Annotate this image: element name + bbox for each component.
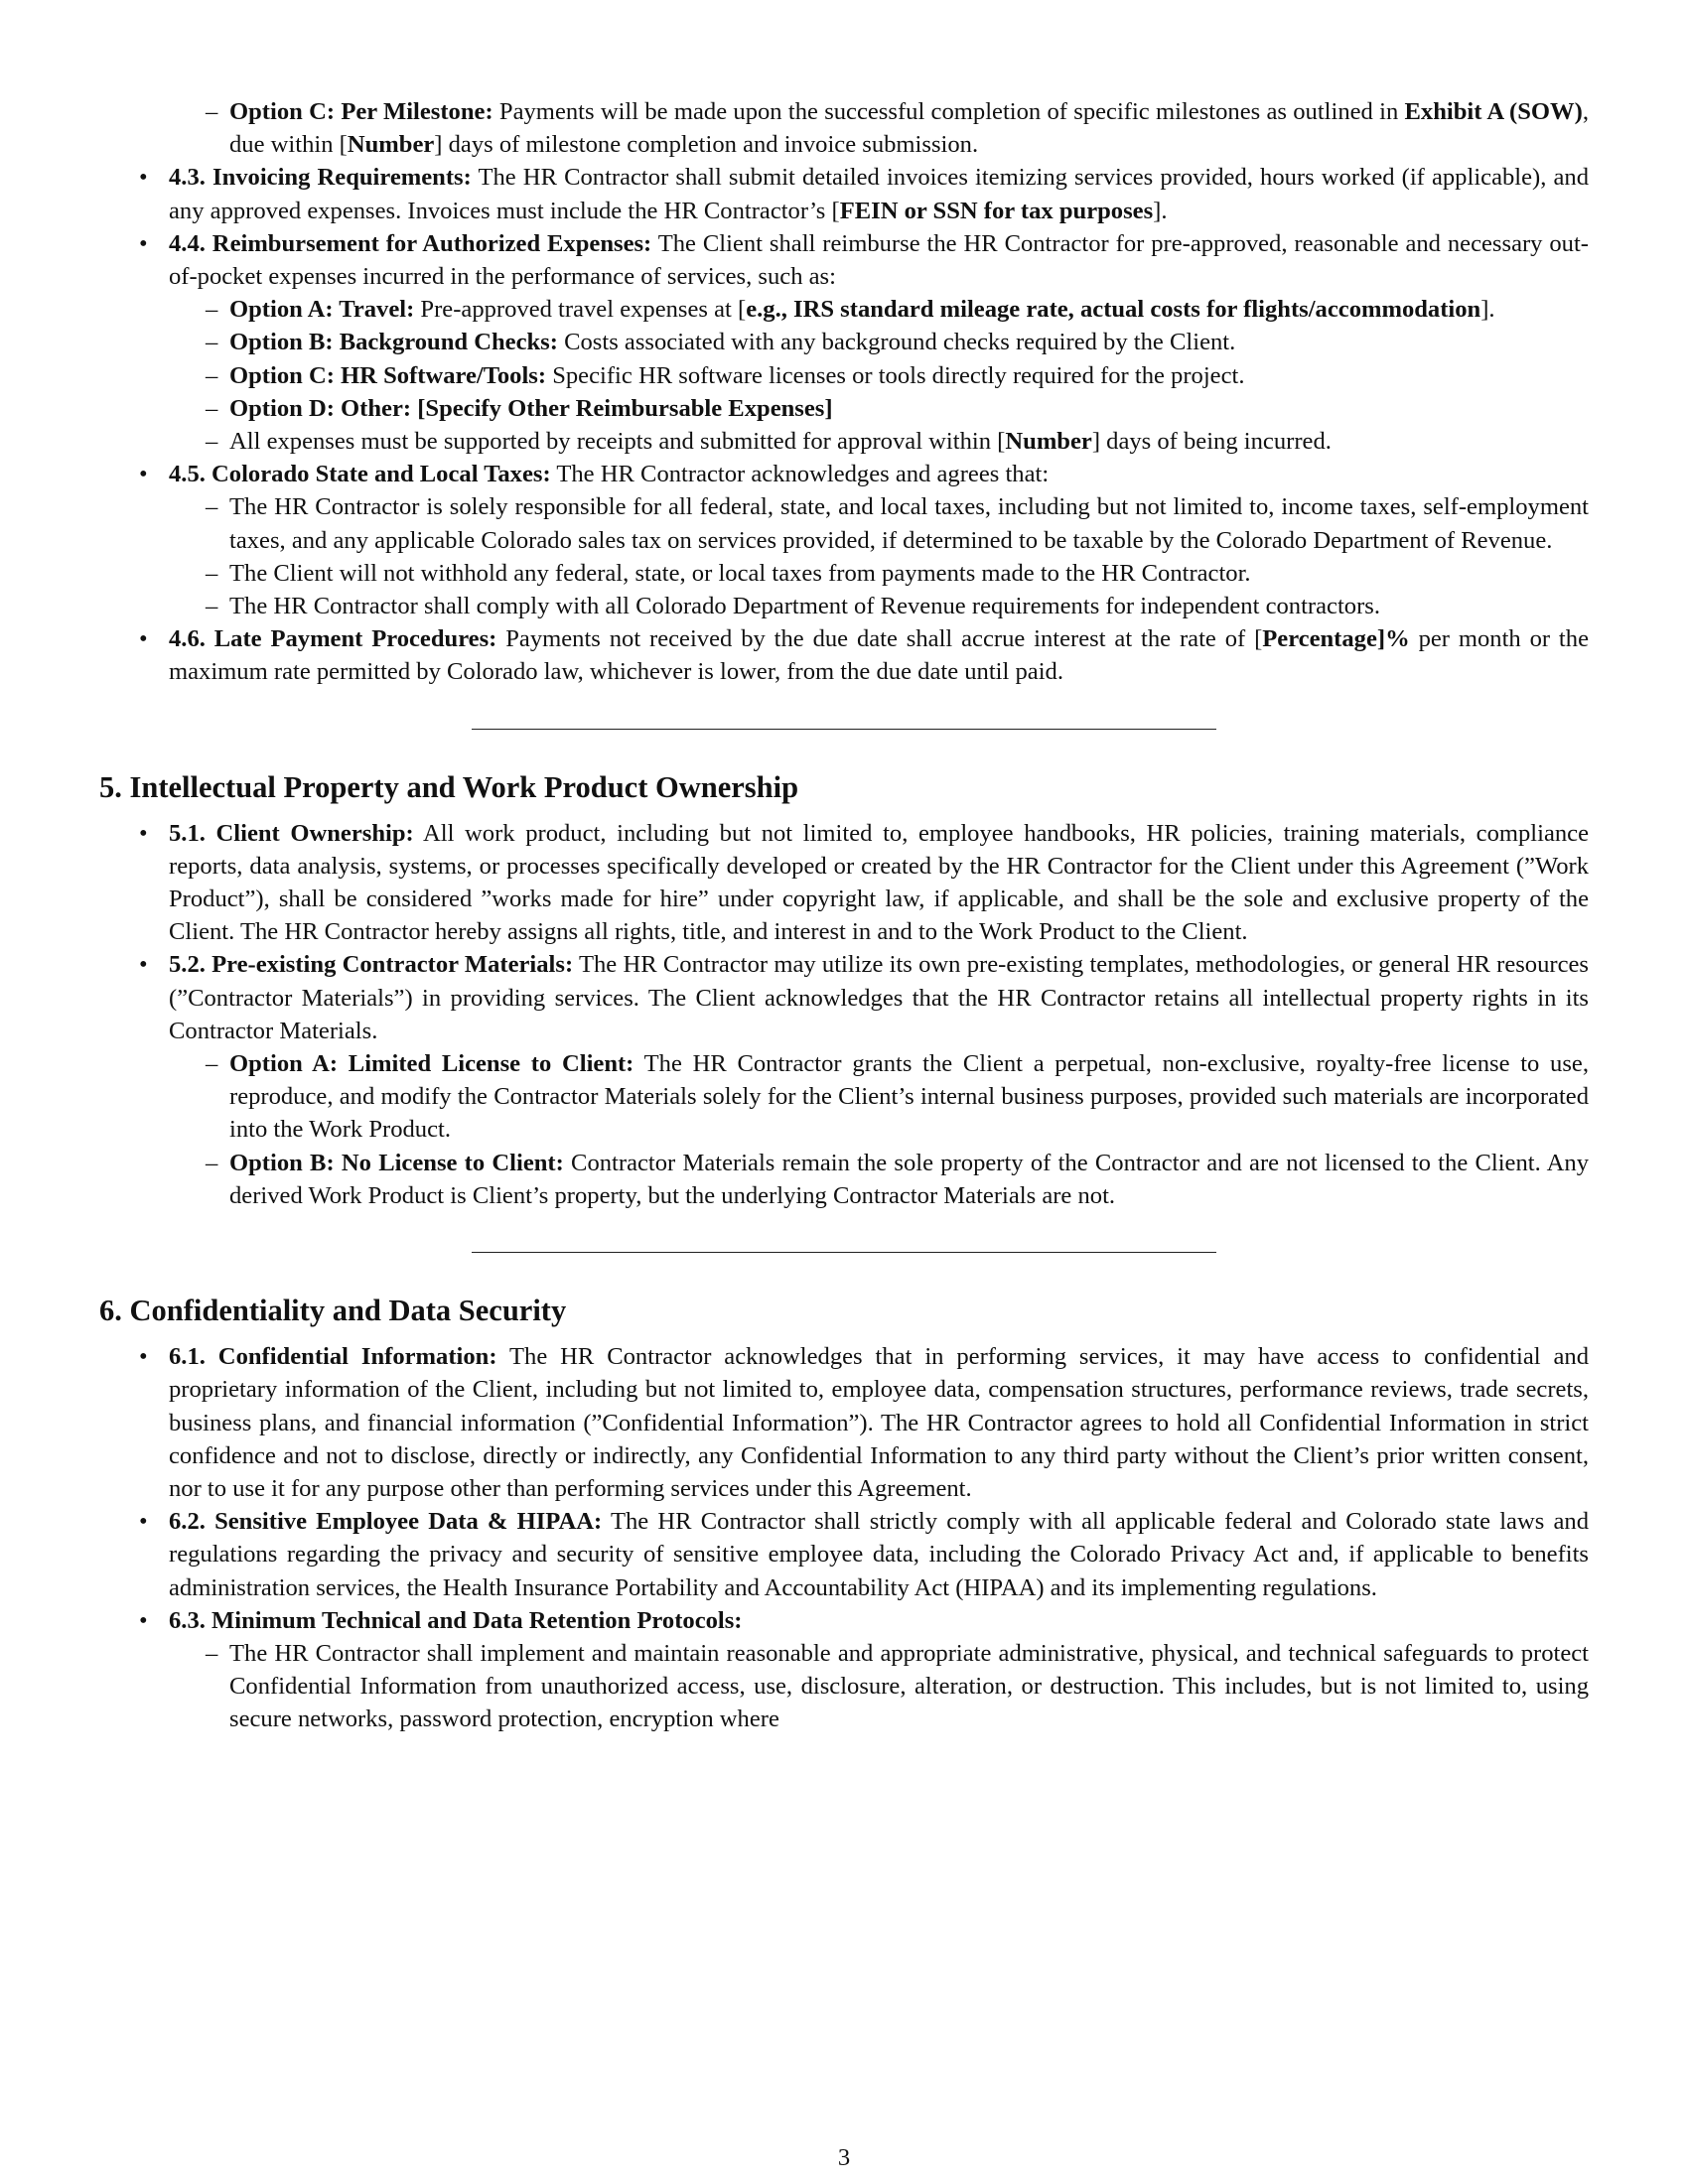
item-5-1-text: All work product, including but not limited to, employee handbooks, HR policies, training materials, compliance reports, data analysis, systems, or processes specifically developed or created by the HR Contractor for the Client under this Agreement (”Work Product”), shall be considered ”works made for hire” under copyright law, if applicable, and shall be the sole and exclusive property of the Client. The HR Contractor hereby assigns all rights, title, and interest in and to the Work Product to the Client. bbox=[169, 819, 1590, 946]
item-5-2-text: The HR Contractor may utilize its own pre-existing templates, methodologies, or general HR resources (”Contractor Materials”) in providing services. The Client acknowledges that the HR Contractor retains all intellectual property rights in its Contractor Materials. bbox=[169, 951, 1589, 1044]
item-4-6-text-end: per month or the maximum rate permitted by Colorado law, whichever is lower, from the due date until paid. bbox=[169, 625, 1589, 686]
item-5-2-options bbox=[169, 1047, 1589, 1212]
number-placeholder: Number bbox=[347, 131, 435, 159]
no-withholding: – The Client will not withhold any federal, state, or local taxes from payments made to the HR Contractor. bbox=[99, 557, 1589, 590]
item-4-6-label: 4.6. Late Payment Procedures: bbox=[169, 625, 497, 653]
option-a-text: Pre-approved travel expenses at [ bbox=[414, 296, 747, 324]
option-c-text-2: , due within [ bbox=[229, 98, 1589, 159]
section-6-list bbox=[99, 1340, 1589, 1735]
receipts-text: All expenses must be supported by receipts and submitted for approval within [ bbox=[229, 428, 1006, 456]
item-6-3-label: 6.3. Minimum Technical and Data Retention Protocols: bbox=[169, 1606, 743, 1634]
receipts-text-end: ] days of being incurred. bbox=[1091, 428, 1332, 456]
option-c-software: – Option C: HR Software/Tools: Specific HR software licenses or tools directly required for the project. bbox=[206, 361, 1245, 389]
item-6-2 bbox=[99, 1505, 1589, 1604]
option-b-background: – Option B: Background Checks: Costs associated with any background checks required by the Client. bbox=[206, 329, 1236, 356]
exhibit-a-ref: Exhibit A (SOW) bbox=[1404, 98, 1583, 125]
option-c-per-milestone: – Option C: Per Milestone: Payments will be made upon the successful completion of specific milestones as outlined in Exhibit A (SOW), due within [Number] days of milestone completion and invoice submission. bbox=[206, 98, 1589, 159]
percentage-placeholder: Percentage bbox=[1262, 625, 1377, 653]
option-a-limited-license: – Option A: Limited License to Client: The HR Contractor grants the Client a perpetual, non-exclusive, royalty-free license to use, reproduce, and modify the Contractor Materials solely for the Client’s internal business purposes, provided such materials are incorporated into the Work Product. bbox=[206, 1050, 1589, 1144]
item-6-2-label: 6.2. Sensitive Employee Data & HIPAA: bbox=[169, 1508, 603, 1536]
option-b-label: Option B: Background Checks: bbox=[229, 329, 558, 356]
option-c-sw-label: Option C: HR Software/Tools: bbox=[229, 361, 547, 389]
item-6-3 bbox=[99, 1604, 1589, 1736]
item-4-5-subitems bbox=[169, 490, 1589, 622]
item-6-1-text: The HR Contractor acknowledges that in performing services, it may have access to confidential and proprietary information of the Client, including but not limited to, employee data, compensation structures, performance reviews, trade secrets, business plans, and financial information (”Confidential Information”). The HR Contractor agrees to hold all Confidential Information in strict confidence and not to disclose, directly or indirectly, any Confidential Information to any third party without the Client’s prior written consent, nor to use it for any purpose other than performing services under this Agreement. bbox=[169, 1343, 1589, 1502]
item-6-3-subitems bbox=[169, 1637, 1589, 1736]
document-page bbox=[99, 95, 1589, 1736]
item-5-1-label: 5.1. Client Ownership: bbox=[169, 819, 414, 847]
receipts-number: Number bbox=[1005, 428, 1092, 456]
option-b-license-text: Contractor Materials remain the sole property of the Contractor and are not licensed to the Client. Any derived Work Product is Client’s property, but the underlying Contractor Materials are not. bbox=[229, 1149, 1589, 1209]
item-4-3-label: 4.3. Invoicing Requirements: bbox=[169, 164, 472, 192]
item-4-4-text: The Client shall reimburse the HR Contractor for pre-approved, reasonable and necessary out-of-pocket expenses incurred in the performance of services, such as: bbox=[169, 229, 1590, 291]
percent-sign: ]% bbox=[1376, 625, 1410, 653]
option-c-text-1: Payments will be made upon the successful completion of specific milestones as outlined in bbox=[492, 98, 1405, 125]
item-4-5 bbox=[99, 458, 1589, 622]
section-5-list bbox=[99, 817, 1589, 1212]
option-a-license-text: The HR Contractor grants the Client a perpetual, non-exclusive, royalty-free license to use, reproduce, and modify the Contractor Materials solely for the Client’s internal business purposes, provided such materials are incorporated into the Work Product. bbox=[229, 1050, 1589, 1144]
item-4-4 bbox=[99, 227, 1589, 458]
section-6-heading: 6. Confidentiality and Data Security bbox=[99, 1294, 567, 1328]
option-a-text-end: ]. bbox=[1480, 296, 1495, 324]
section-4-list bbox=[99, 161, 1589, 688]
item-5-2 bbox=[99, 948, 1589, 1212]
option-b-license-label: Option B: No License to Client: bbox=[229, 1149, 564, 1176]
page-number: 3 bbox=[837, 2144, 851, 2171]
option-d-other: – Option D: Other: [Specify Other Reimbursable Expenses] bbox=[206, 394, 833, 422]
dor-compliance: – The HR Contractor shall comply with all Colorado Department of Revenue requirements for independent contractors. bbox=[99, 590, 1589, 622]
safeguards-text: – The HR Contractor shall implement and maintain reasonable and appropriate administrative, physical, and technical safeguards to protect Confidential Information from unauthorized access, use, disclosure, alteration, or destruction. This includes, but is not limited to, using secure networks, password protection, encryption where bbox=[206, 1639, 1589, 1733]
item-4-3-text-end: ]. bbox=[1153, 197, 1168, 224]
item-4-6 bbox=[99, 622, 1589, 688]
expenses-receipts: – All expenses must be supported by receipts and submitted for approval within [Number] days of being incurred. bbox=[206, 428, 1332, 456]
item-4-4-options bbox=[169, 293, 1589, 458]
section-5-heading: 5. Intellectual Property and Work Product Ownership bbox=[99, 769, 799, 804]
option-a-label: Option A: Travel: bbox=[229, 296, 415, 324]
option-c-sw-text: Specific HR software licenses or tools directly required for the project. bbox=[546, 361, 1245, 389]
item-4-3 bbox=[99, 161, 1589, 226]
item-4-5-text: The HR Contractor acknowledges and agrees that: bbox=[550, 461, 1050, 488]
travel-placeholder: e.g., IRS standard mileage rate, actual costs for flights/accommodation bbox=[746, 296, 1481, 324]
item-4-4-label: 4.4. Reimbursement for Authorized Expenses: bbox=[169, 229, 652, 257]
item-4-6-text: Payments not received by the due date shall accrue interest at the rate of [ bbox=[496, 625, 1263, 653]
option-b-no-license: – Option B: No License to Client: Contractor Materials remain the sole property of the Contractor and are not licensed to the Client. Any derived Work Product is Client’s property, but the underlying Contractor Materials are not. bbox=[206, 1149, 1589, 1209]
tax-responsibility: – The HR Contractor is solely responsible for all federal, state, and local taxes, including but not limited to, income taxes, self-employment taxes, and any applicable Colorado sales tax on services provided, if determined to be taxable by the Colorado Department of Revenue. bbox=[99, 490, 1589, 556]
item-6-1 bbox=[99, 1340, 1589, 1505]
option-a-license-label: Option A: Limited License to Client: bbox=[229, 1050, 634, 1078]
item-5-1 bbox=[99, 817, 1589, 949]
safeguards-body: The HR Contractor shall implement and maintain reasonable and appropriate administrative, physical, and technical safeguards to protect Confidential Information from unauthorized access, use, disclosure, alteration, or destruction. This includes, but is not limited to, using secure networks, password protection, encryption where bbox=[229, 1639, 1589, 1733]
item-6-2-text: The HR Contractor shall strictly comply with all applicable federal and Colorado state laws and regulations regarding the privacy and security of sensitive employee data, including the Colorado Privacy Act and, if applicable to benefits administration services, the Health Insurance Portability and Accountability Act (HIPAA) and its implementing regulations. bbox=[169, 1508, 1589, 1601]
option-a-travel: – Option A: Travel: Pre-approved travel expenses at [e.g., IRS standard mileage rate, actual costs for flights/accommodation]. bbox=[206, 296, 1495, 324]
item-5-2-label: 5.2. Pre-existing Contractor Materials: bbox=[169, 951, 574, 979]
fein-placeholder: FEIN or SSN for tax purposes bbox=[839, 197, 1154, 224]
option-c-text-3: ] days of milestone completion and invoice submission. bbox=[434, 131, 979, 159]
item-6-1-label: 6.1. Confidential Information: bbox=[169, 1343, 497, 1371]
item-4-3-text: The HR Contractor shall submit detailed invoices itemizing services provided, hours worked (if applicable), and any approved expenses. Invoices must include the HR Contractor’s [ bbox=[169, 164, 1589, 224]
option-c-label: Option C: Per Milestone: bbox=[229, 98, 493, 125]
item-4-5-label: 4.5. Colorado State and Local Taxes: bbox=[169, 461, 551, 488]
section-4-2-options-cont bbox=[169, 95, 1589, 161]
option-b-text: Costs associated with any background checks required by the Client. bbox=[557, 329, 1236, 356]
option-d-label: Option D: Other: [Specify Other Reimbursable Expenses] bbox=[229, 394, 833, 422]
